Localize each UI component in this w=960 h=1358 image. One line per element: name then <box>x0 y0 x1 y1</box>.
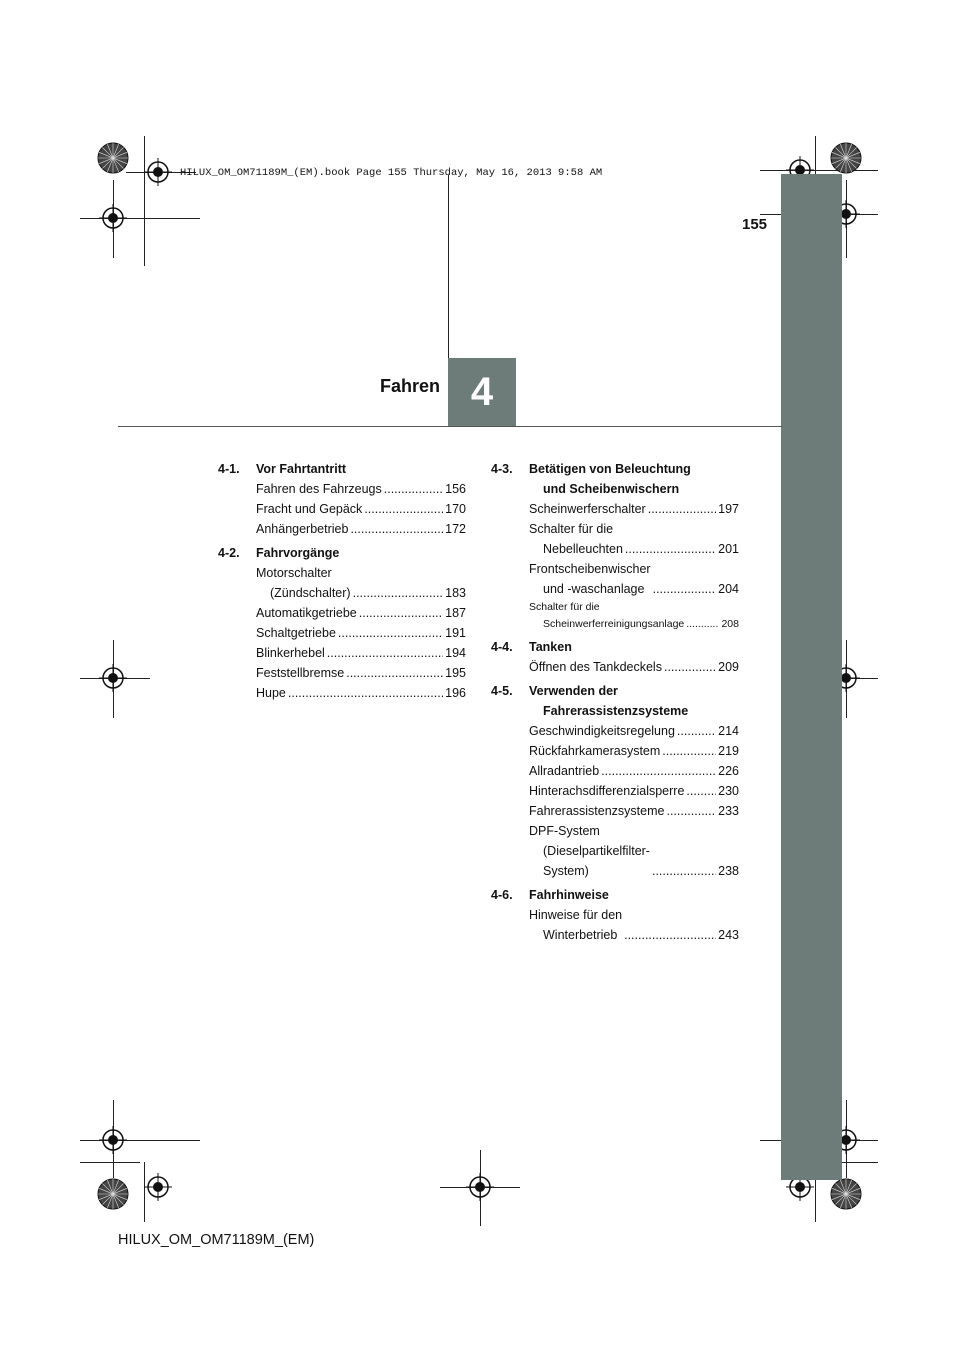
page-number: 155 <box>742 216 768 233</box>
toc-entry-page: 197 <box>718 502 739 516</box>
chapter-tab-bar <box>781 174 842 1180</box>
toc-entry-line: Schaltgetriebe <box>256 626 336 640</box>
toc-entry-page: 196 <box>445 686 466 700</box>
toc-entry-label <box>256 643 325 663</box>
leader-dots <box>662 741 716 761</box>
toc-entry-label <box>529 599 684 633</box>
toc-right-column <box>491 459 739 945</box>
toc-entry-page: 156 <box>445 482 466 496</box>
toc-entry-label <box>529 905 622 945</box>
toc-entry-label <box>529 741 660 761</box>
toc-entry-label <box>256 623 336 643</box>
leader-dots <box>364 499 443 519</box>
toc-entry-page: 191 <box>445 626 466 640</box>
toc-entry-label <box>529 721 675 741</box>
toc-entry-label <box>256 519 348 539</box>
toc-entry-page: 204 <box>718 582 739 596</box>
toc-entry-line: Fahrerassistenzsysteme <box>529 804 665 818</box>
section-number: 4-6. <box>491 888 513 902</box>
toc-entry-line: Hupe <box>256 686 286 700</box>
toc-entry[interactable] <box>256 603 466 623</box>
section-title-line: Verwenden der <box>529 684 618 698</box>
toc-entry[interactable] <box>529 741 739 761</box>
toc-entry[interactable] <box>256 519 466 539</box>
leader-dots <box>677 721 716 741</box>
toc-entry-label <box>529 559 651 599</box>
section-title-line: Fahrerassistenzsysteme <box>543 704 689 718</box>
section-number: 4-3. <box>491 462 513 476</box>
section-title <box>529 681 739 721</box>
toc-section <box>218 543 466 703</box>
toc-entry[interactable] <box>529 499 739 519</box>
leader-dots <box>652 861 716 881</box>
toc-entry-page: 208 <box>721 618 739 630</box>
toc-section <box>491 637 739 677</box>
toc-entry-line: Fracht und Gepäck <box>256 502 363 516</box>
leader-dots <box>624 925 716 945</box>
section-title-line: Tanken <box>529 640 572 654</box>
toc-entry[interactable] <box>529 599 739 633</box>
toc-section <box>218 459 466 539</box>
toc-entry-line: Scheinwerferschalter <box>529 502 646 516</box>
toc-entry-page: 214 <box>718 724 739 738</box>
toc-entry-line: Scheinwerferreinigungsanlage <box>543 618 685 630</box>
toc-section <box>491 681 739 881</box>
toc-entry-page: 219 <box>718 744 739 758</box>
toc-entry-line: Schalter für die <box>529 601 600 613</box>
toc-entry-page: 226 <box>718 764 739 778</box>
toc-left-column <box>218 459 466 703</box>
leader-dots <box>327 643 443 663</box>
toc-entry-line: Frontscheibenwischer <box>529 562 651 576</box>
toc-entry-label <box>529 499 646 519</box>
toc-entry[interactable] <box>256 663 466 683</box>
toc-section <box>491 459 739 633</box>
toc-entry-label <box>256 603 357 623</box>
section-title-line: Betätigen von Beleuchtung <box>529 462 691 476</box>
toc-entry-page: 201 <box>718 542 739 556</box>
leader-dots <box>288 683 443 703</box>
toc-entry-label <box>529 821 650 881</box>
toc-entry-label <box>256 563 351 603</box>
toc-entry[interactable] <box>529 801 739 821</box>
toc-entry-page: 209 <box>718 660 739 674</box>
section-title <box>529 637 739 657</box>
toc-entry[interactable] <box>256 643 466 663</box>
toc-entry-page: 187 <box>445 606 466 620</box>
toc-entry-label <box>529 519 623 559</box>
leader-dots <box>384 479 443 499</box>
toc-entry-line: Winterbetrieb <box>543 928 618 942</box>
toc-entry-page: 243 <box>718 928 739 942</box>
leader-dots <box>686 781 716 801</box>
toc-entry[interactable] <box>529 905 739 945</box>
toc-entry-label <box>256 683 286 703</box>
toc-entry-page: 172 <box>445 522 466 536</box>
toc-entry-page: 183 <box>445 586 466 600</box>
section-title <box>256 543 466 563</box>
toc-entry[interactable] <box>256 499 466 519</box>
toc-entry[interactable] <box>529 559 739 599</box>
leader-dots <box>338 623 443 643</box>
chapter-title: Fahren <box>379 376 440 396</box>
leader-dots <box>653 579 717 599</box>
toc-section <box>491 885 739 945</box>
section-number: 4-5. <box>491 684 513 698</box>
section-title <box>529 459 739 499</box>
toc-entry-line: Rückfahrkamerasystem <box>529 744 661 758</box>
toc-entry-line: DPF-System <box>529 824 600 838</box>
toc-entry-page: 170 <box>445 502 466 516</box>
toc-entry[interactable] <box>256 563 466 603</box>
leader-dots <box>350 519 443 539</box>
toc-entry[interactable] <box>529 519 739 559</box>
leader-dots <box>664 657 716 677</box>
toc-entry-page: 195 <box>445 666 466 680</box>
leader-dots <box>648 499 716 519</box>
leader-dots <box>666 801 716 821</box>
section-title-line: Fahrhinweise <box>529 888 609 902</box>
toc-entry-line: Hinweise für den <box>529 908 623 922</box>
toc-entry-page: 238 <box>718 864 739 878</box>
leader-dots <box>601 761 716 781</box>
toc-entry-label <box>256 479 382 499</box>
leader-dots <box>346 663 443 683</box>
section-title <box>529 885 739 905</box>
leader-dots <box>686 616 719 633</box>
toc-entry-line: Allradantrieb <box>529 764 600 778</box>
section-number: 4-2. <box>218 546 240 560</box>
toc-entry-line: (Dieselpartikelfilter- <box>543 844 650 858</box>
toc-entry-page: 194 <box>445 646 466 660</box>
toc-entry[interactable] <box>529 721 739 741</box>
toc-entry-label <box>256 499 362 519</box>
toc-entry-line: Automatikgetriebe <box>256 606 357 620</box>
toc-entry-page: 233 <box>718 804 739 818</box>
leader-dots <box>359 603 443 623</box>
chapter-number: 4 <box>448 358 516 426</box>
file-stamp: HILUX_OM_OM71189M_(EM).book Page 155 Thursday, May 16, 2013 9:58 AM <box>180 167 603 179</box>
section-number: 4-4. <box>491 640 513 654</box>
toc-entry[interactable] <box>256 479 466 499</box>
footer-code: HILUX_OM_OM71189M_(EM) <box>118 1232 315 1248</box>
toc-entry-label <box>529 657 662 677</box>
section-title-line: Vor Fahrtantritt <box>256 462 347 476</box>
toc-entry-label <box>529 761 599 781</box>
toc-entry-line: Hinterachsdifferenzialsperre <box>529 784 685 798</box>
toc-entry-line: Blinkerhebel <box>256 646 325 660</box>
toc-entry-line: (Zündschalter) <box>270 586 351 600</box>
toc-entry-line: Geschwindigkeitsregelung <box>529 724 675 738</box>
section-title-line: und Scheibenwischern <box>543 482 680 496</box>
toc-entry-line: Schalter für die <box>529 522 614 536</box>
toc-entry-line: Anhängerbetrieb <box>256 522 349 536</box>
toc-entry[interactable] <box>529 761 739 781</box>
toc-entry-line: Nebelleuchten <box>543 542 623 556</box>
toc-entry-line: Öffnen des Tankdeckels <box>529 660 662 674</box>
toc-entry-page: 230 <box>718 784 739 798</box>
toc-entry-line: und -waschanlage <box>543 582 645 596</box>
header-rule <box>118 426 782 427</box>
toc-entry[interactable] <box>529 781 739 801</box>
toc-entry-label <box>529 781 684 801</box>
toc-entry-line: Feststellbremse <box>256 666 345 680</box>
section-title <box>256 459 466 479</box>
toc-entry-label <box>256 663 344 683</box>
leader-dots <box>625 539 716 559</box>
leader-dots <box>353 583 444 603</box>
section-number: 4-1. <box>218 462 240 476</box>
toc-entry[interactable] <box>529 657 739 677</box>
toc-entry[interactable] <box>529 821 739 881</box>
toc-entry-line: Motorschalter <box>256 566 332 580</box>
toc-entry[interactable] <box>256 683 466 703</box>
section-title-line: Fahrvorgänge <box>256 546 340 560</box>
toc-entry-label <box>529 801 664 821</box>
toc-entry-line: Fahren des Fahrzeugs <box>256 482 382 496</box>
toc-entry-line: System) <box>543 864 589 878</box>
toc-entry[interactable] <box>256 623 466 643</box>
